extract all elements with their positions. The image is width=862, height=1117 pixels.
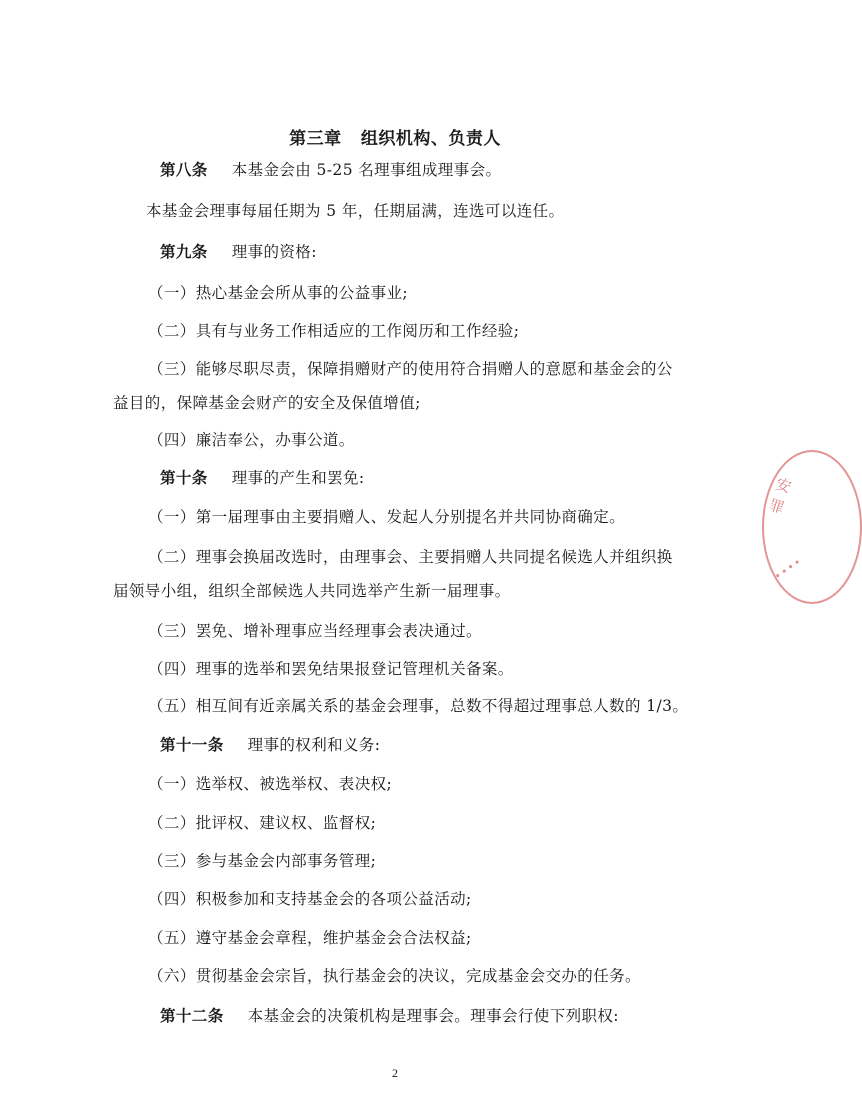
paragraph [160,242,317,262]
paragraph-text: （一）选举权、被选举权、表决权; [148,775,393,793]
paragraph-text: （三）罢免、增补理事应当经理事会表决通过。 [148,622,482,640]
paragraph-text: （一）热心基金会所从事的公益事业; [148,284,409,302]
chapter-title: 第三章 组织机构、负责人 [289,129,501,149]
paragraph-text: （五）遵守基金会章程，维护基金会合法权益; [148,929,472,947]
article-label: 第八条 [160,160,208,179]
paragraph [148,283,408,303]
paragraph [148,889,472,909]
paragraph [148,507,625,527]
page-number: 2 [392,1066,398,1080]
paragraph-text: 益目的，保障基金会财产的安全及保值增值; [113,394,421,412]
paragraph [148,774,392,794]
paragraph-text: 本基金会理事每届任期为 5 年，任期届满，连选可以连任。 [146,202,565,220]
paragraph [148,547,673,567]
paragraph [160,1006,619,1026]
paragraph [148,928,472,948]
paragraph [148,359,673,379]
paragraph-text: （五）相互间有近亲属关系的基金会理事，总数不得超过理事总人数的 1/3。 [148,697,689,715]
paragraph-text: 理事的资格: [231,243,317,261]
paragraph [148,621,482,641]
paragraph-text: 届领导小组，组织全部候选人共同选举产生新一届理事。 [113,582,511,600]
paragraph [148,659,514,679]
paragraph [148,696,688,716]
paragraph-text: 理事的权利和义务: [247,736,381,754]
paragraph [148,813,376,833]
paragraph [148,966,641,986]
paragraph [146,201,564,221]
seal-text: 安罪 [766,474,794,518]
paragraph [148,851,376,871]
paragraph [160,160,501,180]
official-seal-stamp [762,450,862,604]
paragraph [160,735,380,755]
paragraph-text: （二）批评权、建议权、监督权; [148,814,377,832]
seal-dots: ∙∙∙∙ [771,554,805,583]
paragraph-text: （四）廉洁奉公，办事公道。 [148,431,355,449]
paragraph-text: （二）理事会换届改选时，由理事会、主要捐赠人共同提名候选人并组织换 [148,548,673,566]
paragraph-text: 本基金会由 5-25 名理事组成理事会。 [231,161,502,179]
article-label: 第十二条 [160,1006,224,1025]
paragraph-text: （三）参与基金会内部事务管理; [148,852,377,870]
paragraph [148,430,355,450]
paragraph-text: 理事的产生和罢免: [231,469,365,487]
paragraph-text: 本基金会的决策机构是理事会。理事会行使下列职权: [247,1007,619,1025]
paragraph-text: （四）理事的选举和罢免结果报登记管理机关备案。 [148,660,514,678]
article-label: 第十条 [160,468,208,487]
paragraph-text: （二）具有与业务工作相适应的工作阅历和工作经验; [148,322,520,340]
paragraph [148,321,519,341]
paragraph [113,581,511,601]
article-label: 第十一条 [160,735,224,754]
paragraph-text: （四）积极参加和支持基金会的各项公益活动; [148,890,472,908]
paragraph [113,393,421,413]
article-label: 第九条 [160,242,208,261]
paragraph-text: （六）贯彻基金会宗旨，执行基金会的决议，完成基金会交办的任务。 [148,967,641,985]
paragraph-text: （一）第一届理事由主要捐赠人、发起人分别提名并共同协商确定。 [148,508,626,526]
paragraph-text: （三）能够尽职尽责，保障捐赠财产的使用符合捐赠人的意愿和基金会的公 [148,360,673,378]
paragraph [160,468,365,488]
